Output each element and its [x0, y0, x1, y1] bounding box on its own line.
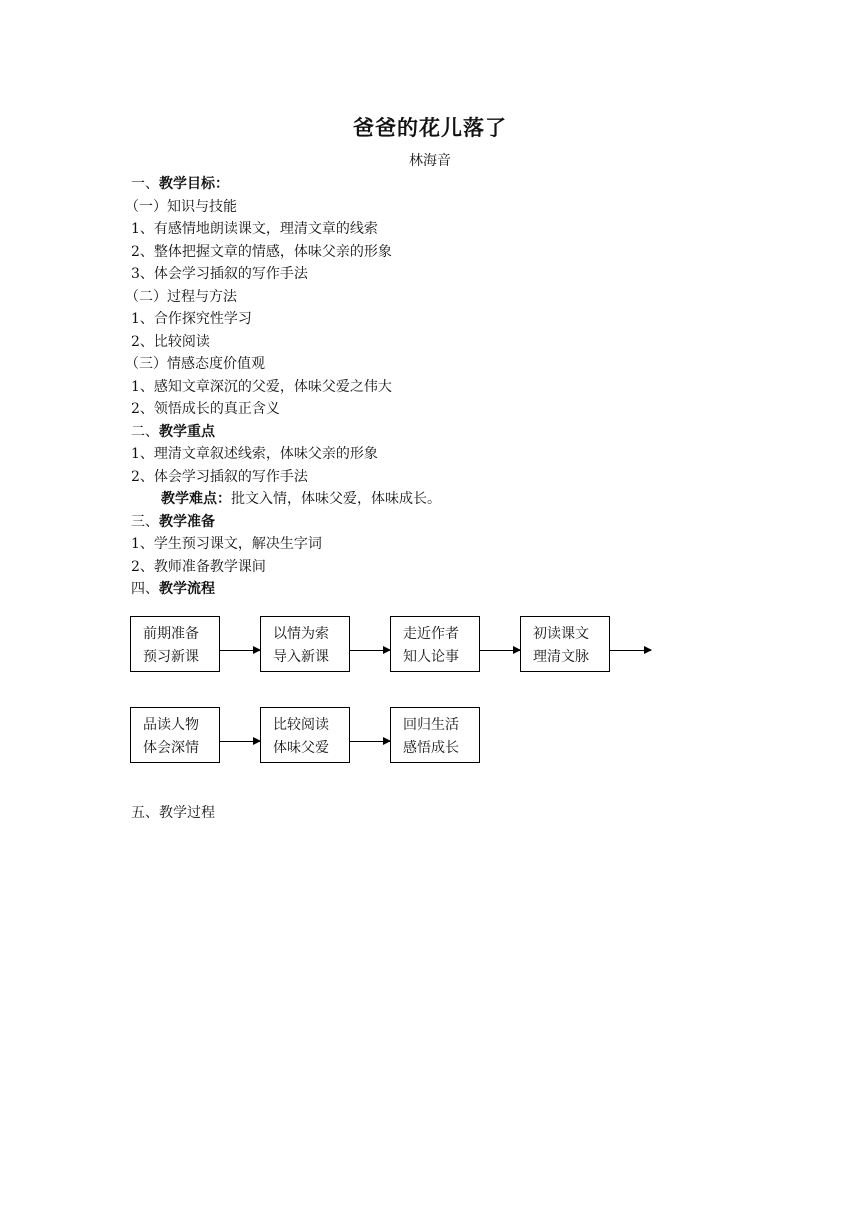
section-1-heading: 一、教学目标：	[131, 176, 229, 192]
list-item: 2、比较阅读	[131, 333, 210, 350]
flow-arrow	[350, 650, 390, 651]
difficulty-label: 教学难点：	[161, 491, 231, 507]
subsection-heading: （二）过程与方法	[125, 288, 237, 305]
list-item: 1、学生预习课文，解决生字词	[131, 536, 322, 552]
flow-arrow	[350, 741, 390, 742]
flow-box: 品读人物 体会深情	[130, 707, 220, 763]
flow-box: 走近作者 知人论事	[390, 616, 480, 672]
flow-box: 以情为索 导入新课	[260, 616, 350, 672]
list-item: 1、理清文章叙述线索，体味父亲的形象	[131, 446, 378, 462]
list-item: 2、领悟成长的真正含义	[131, 401, 280, 417]
section-2-heading: 二、教学重点	[131, 423, 215, 440]
subsection-heading: （三）情感态度价值观	[125, 356, 265, 372]
flow-arrow	[480, 650, 520, 651]
list-item: 1、合作探究性学习	[131, 311, 252, 327]
section-3-heading: 三、教学准备	[131, 513, 215, 530]
flow-box: 比较阅读 体味父爱	[260, 707, 350, 763]
list-item: 1、感知文章深沉的父爱，体味父爱之伟大	[131, 378, 392, 395]
list-item: 2、整体把握文章的情感，体味父亲的形象	[131, 243, 392, 260]
author-name: 林海音	[409, 153, 451, 169]
list-item: 1、有感情地朗读课文，理清文章的线索	[131, 221, 378, 237]
list-item: 2、教师准备教学课间	[131, 558, 266, 575]
document-body	[125, 173, 771, 601]
flow-arrow	[220, 741, 260, 742]
section-5-heading: 五、教学过程	[131, 805, 215, 821]
subsection-heading: （一）知识与技能	[125, 198, 237, 215]
flow-arrow	[220, 650, 260, 651]
difficulty-text: 批文入情，体味父爱，体味成长。	[231, 491, 441, 507]
flow-box: 前期准备 预习新课	[130, 616, 220, 672]
flow-box: 初读课文 理清文脉	[520, 616, 610, 672]
flow-box: 回归生活 感悟成长	[390, 707, 480, 763]
list-item: 2、体会学习插叙的写作手法	[131, 468, 308, 485]
document-title: 爸爸的花儿落了	[353, 116, 507, 140]
difficulty-line	[131, 488, 771, 511]
flow-arrow	[610, 650, 651, 651]
section-4-heading: 四、教学流程	[131, 581, 215, 597]
list-item: 3、体会学习插叙的写作手法	[131, 266, 308, 282]
